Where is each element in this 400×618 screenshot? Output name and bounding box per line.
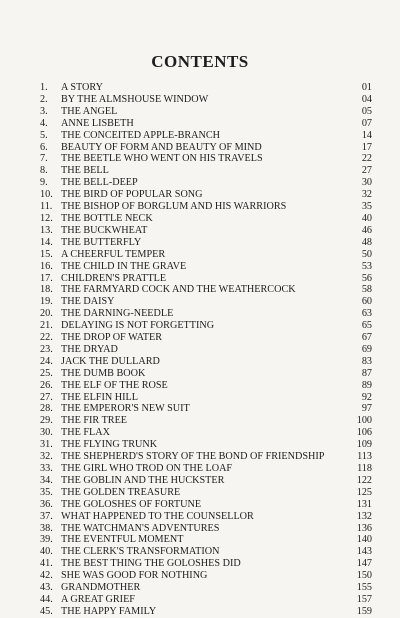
toc-entry-page: 69: [361, 343, 372, 355]
toc-entry: [40, 189, 372, 201]
toc-entry-title: A STORY: [61, 82, 103, 93]
toc-entry-page: 118: [357, 463, 372, 474]
toc-entry-title: JACK THE DULLARD: [61, 355, 160, 367]
toc-entry: [40, 582, 372, 594]
toc-entry-page: 04: [361, 93, 372, 105]
toc-entry: [40, 130, 372, 142]
toc-entry-title: THE FLYING TRUNK: [61, 439, 158, 451]
toc-entry-title: THE BUCKWHEAT: [61, 224, 148, 236]
toc-entry-title: THE FLAX: [61, 427, 110, 439]
toc-entry-title: THE GOLDEN TREASURE: [61, 486, 181, 498]
toc-entry-title: THE GOLOSHES OF FORTUNE: [61, 498, 202, 510]
toc-entry-page: 60: [361, 296, 372, 308]
toc-entry-number: 12.: [40, 212, 53, 224]
toc-entry-title: A CHEERFUL TEMPER: [61, 248, 166, 260]
toc-entry-title: THE DROP OF WATER: [61, 332, 163, 344]
toc-entry-title: THE BEST THING THE GOLOSHES DID: [61, 558, 241, 570]
toc-entry: [40, 570, 372, 582]
toc-entry-page: 87: [361, 367, 372, 379]
toc-entry-page: 58: [361, 284, 372, 296]
toc-entry: [40, 451, 372, 463]
toc-entry-number: 22.: [40, 332, 53, 344]
toc-entry-number: 31.: [40, 439, 53, 451]
toc-entry-title: THE BELL: [61, 165, 109, 177]
toc-entry: [40, 284, 372, 296]
toc-entry-page: 05: [361, 105, 372, 117]
toc-entry-page: 109: [356, 439, 372, 451]
toc-entry-number: 9.: [40, 177, 48, 189]
toc-entry-title: THE BOTTLE NECK: [61, 212, 153, 224]
toc-entry-number: 23.: [40, 343, 53, 355]
toc-entry: [40, 392, 372, 404]
toc-entry: [40, 153, 372, 165]
toc-entry-page: 159: [356, 605, 372, 617]
toc-entry-title: THE CHILD IN THE GRAVE: [61, 260, 187, 272]
toc-entry-page: 63: [361, 308, 372, 320]
toc-entry-page: 97: [361, 403, 372, 415]
toc-entry-number: 35.: [40, 486, 53, 498]
toc-entry-page: 65: [361, 320, 372, 332]
toc-entry: [40, 594, 372, 606]
toc-entry-page: 132: [356, 510, 372, 522]
toc-entry-page: 113: [357, 451, 372, 463]
toc-entry: [40, 344, 372, 356]
toc-entry-page: 100: [356, 415, 372, 427]
toc-entry-title: A GREAT GRIEF: [61, 593, 135, 605]
toc-entry-title: THE BIRD OF POPULAR SONG: [61, 189, 203, 201]
toc-entry-page: 35: [361, 201, 372, 213]
toc-entry-page: 14: [361, 129, 372, 141]
toc-entry-title: DELAYING IS NOT FORGETTING: [61, 320, 215, 332]
toc-entry: [40, 606, 372, 618]
toc-entry: [40, 106, 372, 118]
toc-entry-number: 21.: [40, 320, 53, 332]
toc-entry-title: THE GIRL WHO TROD ON THE LOAF: [61, 463, 233, 474]
toc-entry-title: THE EMPEROR'S NEW SUIT: [61, 403, 190, 415]
toc-entry-page: 67: [361, 332, 372, 344]
toc-entry-number: 43.: [40, 582, 53, 594]
toc-entry-number: 27.: [40, 391, 53, 403]
toc-entry: [40, 427, 372, 439]
toc-entry-title: ANNE LISBETH: [61, 117, 134, 129]
toc-entry-title: GRANDMOTHER: [61, 582, 141, 594]
toc-entry-title: THE ANGEL: [61, 105, 118, 117]
toc-entry-page: 143: [356, 546, 372, 558]
toc-entry-page: 89: [361, 379, 372, 391]
toc-entry: [40, 415, 372, 427]
toc-entry-number: 10.: [40, 189, 53, 201]
toc-entry-number: 37.: [40, 510, 53, 522]
toc-entry: [40, 463, 372, 475]
toc-entry-title: THE DUMB BOOK: [61, 367, 146, 379]
toc-entry-number: 3.: [40, 105, 48, 117]
toc-entry: [40, 523, 372, 535]
toc-entry: [40, 165, 372, 177]
toc-entry-page: 92: [361, 391, 372, 403]
toc-entry-number: 38.: [40, 522, 53, 534]
toc-entry-page: 106: [356, 427, 372, 439]
toc-entry-number: 5.: [40, 129, 48, 141]
toc-entry-title: THE BUTTERFLY: [61, 236, 142, 248]
toc-entry-page: 17: [361, 141, 372, 153]
toc-entry: [40, 511, 372, 523]
toc-entry: [40, 368, 372, 380]
toc-entry-title: THE CONCEITED APPLE-BRANCH: [61, 129, 221, 141]
toc-entry-page: 50: [361, 248, 372, 260]
toc-entry: [40, 356, 372, 368]
toc-entry-title: THE ELF OF THE ROSE: [61, 379, 168, 391]
toc-entry: [40, 546, 372, 558]
toc-entry-title: THE FARMYARD COCK AND THE WEATHERCOCK: [61, 284, 296, 296]
toc-entry: [40, 380, 372, 392]
toc-entry-page: 40: [361, 212, 372, 224]
toc-entry-number: 33.: [40, 463, 53, 474]
toc-entry-title: THE DARNING-NEEDLE: [61, 308, 174, 320]
toc-entry-title: THE DAISY: [61, 296, 115, 308]
toc-entry: [40, 320, 372, 332]
toc-entry-number: 14.: [40, 236, 53, 248]
toc-entry-page: 48: [361, 236, 372, 248]
toc-entry-number: 28.: [40, 403, 53, 415]
toc-entry-page: 32: [361, 189, 372, 201]
toc-entry-title: THE HAPPY FAMILY: [61, 605, 157, 617]
toc-entry-number: 44.: [40, 593, 53, 605]
toc-entry-number: 36.: [40, 498, 53, 510]
toc-entry-title: THE BISHOP OF BORGLUM AND HIS WARRIORS: [61, 201, 287, 213]
toc-entry-number: 20.: [40, 308, 53, 320]
toc-entry-number: 18.: [40, 284, 53, 296]
toc-entry-number: 39.: [40, 534, 53, 546]
toc-entry-title: CHILDREN'S PRATTLE: [61, 272, 167, 284]
toc-entry-number: 42.: [40, 570, 53, 582]
toc-entry: [40, 94, 372, 106]
toc-entry-page: 125: [356, 486, 372, 498]
toc-entry-page: 131: [356, 498, 372, 510]
toc-entry-title: THE GOBLIN AND THE HUCKSTER: [61, 474, 225, 486]
toc-entry-title: BEAUTY OF FORM AND BEAUTY OF MIND: [61, 141, 262, 153]
toc-entry: [40, 439, 372, 451]
toc-entry-number: 34.: [40, 474, 53, 486]
toc-entry-page: 53: [361, 260, 372, 272]
toc-entry-number: 40.: [40, 546, 53, 558]
toc-entry-title: THE SHEPHERD'S STORY OF THE BOND OF FRIENDSHIP: [61, 451, 325, 463]
table-of-contents: [40, 82, 372, 618]
toc-entry: [40, 213, 372, 225]
toc-entry: [40, 296, 372, 308]
toc-entry-page: 46: [361, 224, 372, 236]
toc-entry-title: THE CLERK'S TRANSFORMATION: [61, 546, 220, 558]
toc-entry-title: THE BEETLE WHO WENT ON HIS TRAVELS: [61, 153, 263, 165]
toc-entry-title: THE DRYAD: [61, 343, 118, 355]
toc-entry-number: 41.: [40, 558, 53, 570]
toc-entry-page: 30: [361, 177, 372, 189]
toc-entry-title: THE FIR TREE: [61, 415, 128, 427]
toc-entry-number: 15.: [40, 248, 53, 260]
toc-entry-page: 136: [356, 522, 372, 534]
toc-entry-page: 140: [356, 534, 372, 546]
toc-entry-number: 32.: [40, 451, 53, 463]
toc-entry-title: WHAT HAPPENED TO THE COUNSELLOR: [61, 510, 254, 522]
toc-entry-page: 27: [361, 165, 372, 177]
toc-entry-number: 6.: [40, 141, 48, 153]
toc-entry-page: 150: [356, 570, 372, 582]
toc-entry-page: 157: [356, 593, 372, 605]
toc-entry: [40, 142, 372, 154]
toc-entry: [40, 225, 372, 237]
toc-entry-page: 155: [356, 582, 372, 594]
page-title: CONTENTS: [151, 52, 249, 71]
toc-entry: [40, 82, 372, 94]
toc-entry-number: 2.: [40, 93, 48, 105]
toc-entry-number: 8.: [40, 165, 48, 177]
toc-entry-title: THE ELFIN HILL: [61, 391, 138, 403]
toc-entry: [40, 177, 372, 189]
toc-entry: [40, 201, 372, 213]
toc-entry-number: 7.: [40, 153, 48, 165]
toc-entry-number: 4.: [40, 117, 48, 129]
toc-entry: [40, 308, 372, 320]
toc-entry-number: 25.: [40, 367, 53, 379]
toc-entry-number: 11.: [40, 201, 53, 213]
toc-entry: [40, 332, 372, 344]
toc-entry-number: 30.: [40, 427, 53, 439]
toc-entry: [40, 273, 372, 285]
toc-entry: [40, 261, 372, 273]
toc-entry-page: 01: [361, 82, 372, 93]
toc-entry-number: 24.: [40, 355, 53, 367]
toc-entry: [40, 499, 372, 511]
toc-entry: [40, 249, 372, 261]
toc-entry: [40, 403, 372, 415]
toc-entry-page: 07: [361, 117, 372, 129]
toc-entry-number: 19.: [40, 296, 53, 308]
toc-entry: [40, 118, 372, 130]
toc-entry-page: 56: [361, 272, 372, 284]
toc-entry-number: 1.: [40, 82, 48, 93]
toc-entry-title: BY THE ALMSHOUSE WINDOW: [61, 93, 209, 105]
toc-entry: [40, 475, 372, 487]
toc-entry-number: 45.: [40, 605, 53, 617]
toc-entry: [40, 487, 372, 499]
toc-entry-page: 122: [356, 474, 372, 486]
toc-entry-page: 83: [361, 355, 372, 367]
toc-entry-title: THE EVENTFUL MOMENT: [61, 534, 184, 546]
toc-entry: [40, 534, 372, 546]
toc-entry-number: 16.: [40, 260, 53, 272]
toc-entry-number: 13.: [40, 224, 53, 236]
toc-entry-title: THE BELL-DEEP: [61, 177, 138, 189]
toc-entry-page: 22: [361, 153, 372, 165]
toc-entry-page: 147: [356, 558, 372, 570]
toc-entry-number: 29.: [40, 415, 53, 427]
toc-entry-number: 26.: [40, 379, 53, 391]
toc-entry: [40, 237, 372, 249]
toc-entry: [40, 558, 372, 570]
toc-entry-number: 17.: [40, 272, 53, 284]
toc-entry-title: THE WATCHMAN'S ADVENTURES: [61, 522, 220, 534]
toc-entry-title: SHE WAS GOOD FOR NOTHING: [61, 570, 208, 582]
